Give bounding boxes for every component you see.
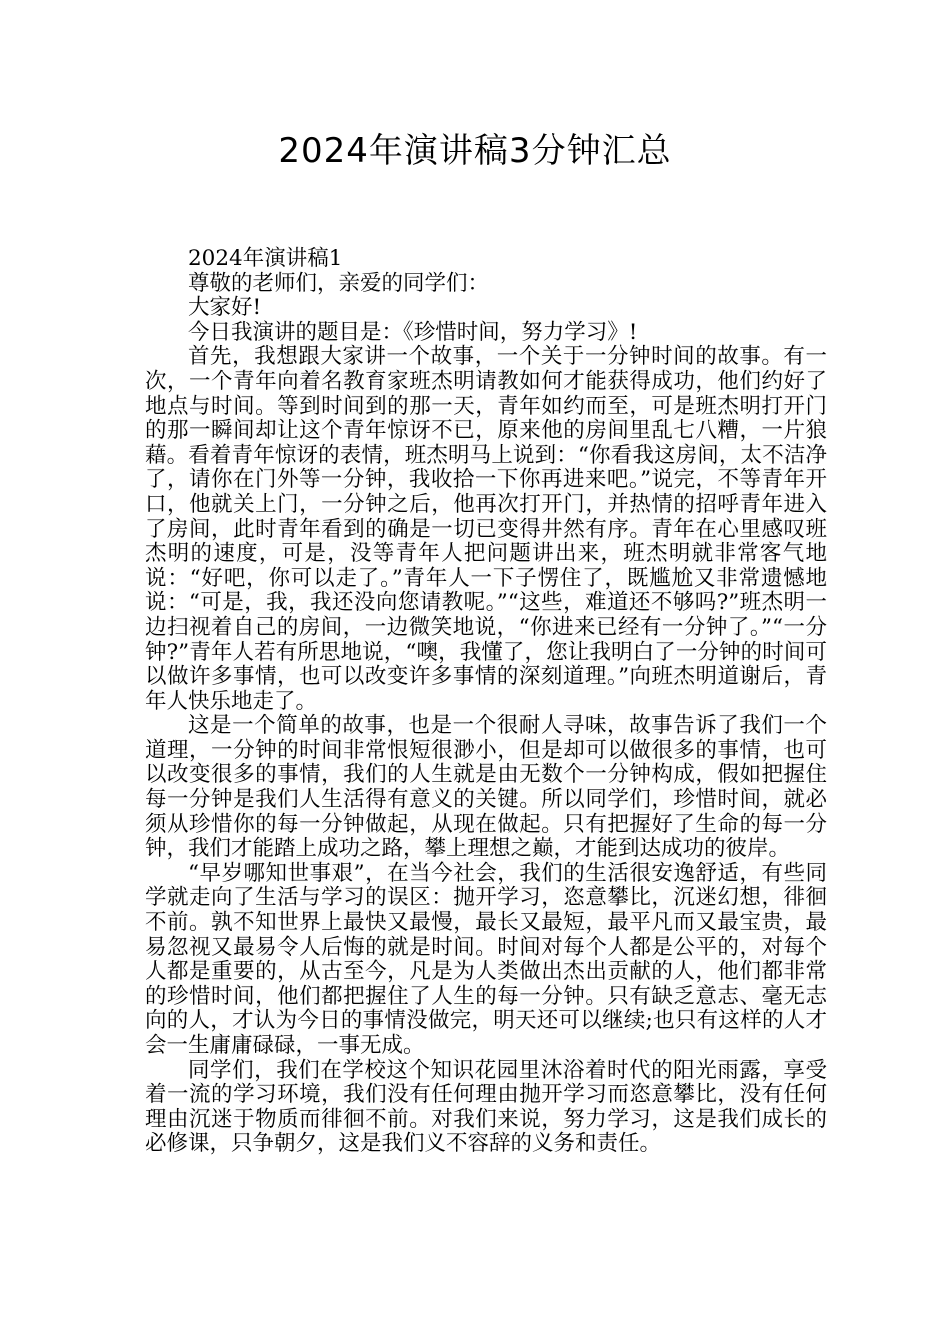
salutation: 尊敬的老师们，亲爱的同学们： — [188, 270, 490, 296]
document-title: 2024年演讲稿3分钟汇总 — [278, 131, 672, 171]
greeting: 大家好! — [188, 295, 262, 321]
paragraph-lesson: 这是一个简单的故事，也是一个很耐人寻味，故事告诉了我们一个道理，一分钟的时间非常恨短很渺小，但是却可以做很多的事情，也可以改变很多的事情，我们的人生就是由无数个一分钟构成，假如把握住每一分钟是我们人生活得有意义的关键。所以同学们，珍惜时间，就必须从珍惜你的每一分钟做起，从现在做起。只有把握好了生命的每一分钟，我们才能踏上成功之路，攀上理想之巅，才能到达成功的彼岸。 — [145, 713, 827, 862]
paragraph-society: “早岁哪知世事艰”，在当今社会，我们的生活很安逸舒适，有些同学就走向了生活与学习的误区：抛开学习，恣意攀比，沉迷幻想，徘徊不前。孰不知世界上最快又最慢，最长又最短，最平凡而又最宝贵，最易忽视又最易令人后悔的就是时间。时间对每个人都是公平的，对每个人都是重要的，从古至今，凡是为人类做出杰出贡献的人，他们都非常的珍惜时间，他们都把握住了人生的每一分钟。只有缺乏意志、毫无志向的人，才认为今日的事情没做完，明天还可以继续;也只有这样的人才会一生庸庸碌碌，一事无成。 — [145, 860, 827, 1058]
paragraph-story: 首先，我想跟大家讲一个故事，一个关于一分钟时间的故事。有一次，一个青年向着名教育家班杰明请教如何才能获得成功，他们约好了地点与时间。等到时间到的那一天，青年如约而至，可是班杰明打开门的那一瞬间却让这个青年惊讶不已，原来他的房间里乱七八糟，一片狼藉。看着青年惊讶的表情，班杰明马上说到：“你看我这房间，太不洁净了，请你在门外等一分钟，我收拾一下你再进来吧。”说完，不等青年开口，他就关上门，一分钟之后，他再次打开门，并热情的招呼青年进入了房间，此时青年看到的确是一切已变得井然有序。青年在心里感叹班杰明的速度，可是，没等青年人把问题讲出来，班杰明就非常客气地说：“好吧，你可以走了。”青年人一下子愣住了，既尴尬又非常遗憾地说：“可是，我，我还没向您请教呢。”“这些，难道还不够吗?”班杰明一边扫视着自己的房间，一边微笑地说，“你进来已经有一分钟了。”“一分钟?”青年人若有所思地说，“噢，我懂了，您让我明白了一分钟的时间可以做许多事情，也可以改变许多事情的深刻道理。”向班杰明道谢后，青年人快乐地走了。 — [145, 344, 827, 714]
paragraph-classmates: 同学们，我们在学校这个知识花园里沐浴着时代的阳光雨露，享受着一流的学习环境，我们没有任何理由抛开学习而恣意攀比，没有任何理由沉迷于物质而徘徊不前。对我们来说，努力学习，这是我们成长的必修课，只争朝夕，这是我们义不容辞的义务和责任。 — [145, 1057, 827, 1157]
speech-heading: 2024年演讲稿1 — [188, 246, 343, 271]
speech-topic: 今日我演讲的题目是：《珍惜时间，努力学习》! — [188, 319, 638, 345]
document-body — [145, 247, 827, 1157]
